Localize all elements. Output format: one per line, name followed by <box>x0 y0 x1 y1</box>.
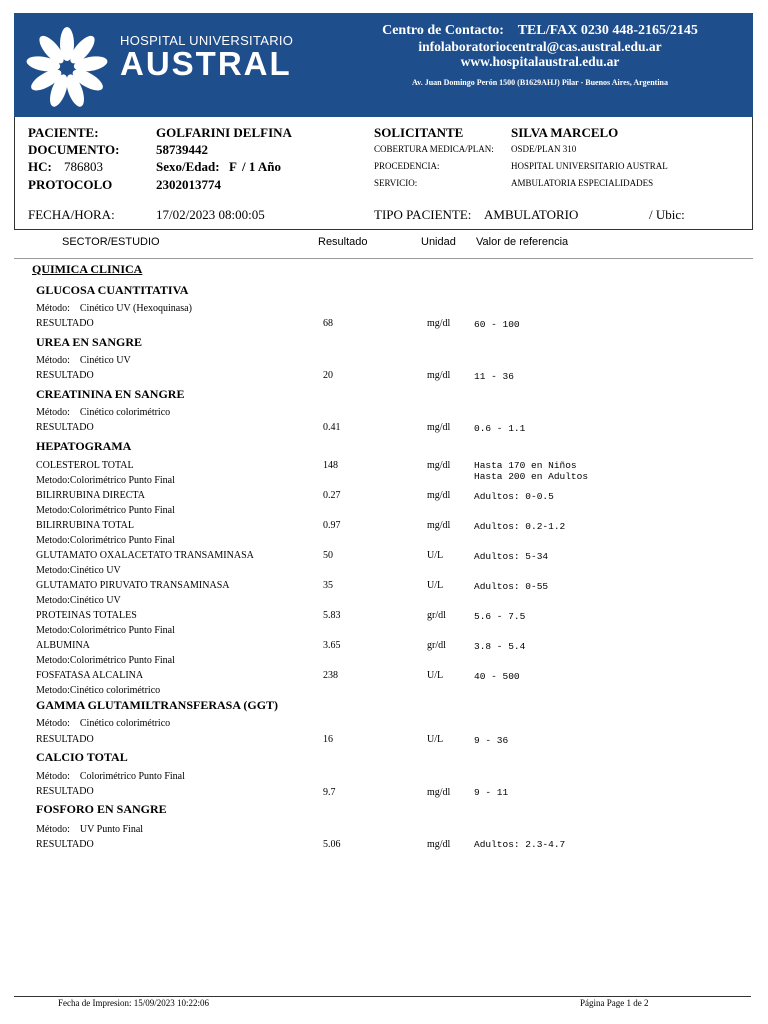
result-unit: gr/dl <box>427 640 446 651</box>
contact-label: Centro de Contacto: <box>382 23 504 38</box>
result-value: 0.41 <box>323 422 341 433</box>
cobertura-value: OSDE/PLAN 310 <box>511 144 577 154</box>
result-reference: 3.8 - 5.4 <box>474 641 526 652</box>
fecha-label: FECHA/HORA: <box>28 207 115 222</box>
edad-value: / 1 Año <box>242 159 282 174</box>
result-value: 35 <box>323 580 333 591</box>
paciente-label: PACIENTE: <box>28 125 99 140</box>
result-unit: U/L <box>427 550 444 561</box>
result-unit: mg/dl <box>427 839 451 850</box>
documento-value: 58739442 <box>156 142 208 157</box>
method-line <box>36 824 143 835</box>
procedencia-label: PROCEDENCIA: <box>374 161 440 171</box>
method-line <box>36 303 192 314</box>
tipo-paciente-label: TIPO PACIENTE: <box>374 207 472 222</box>
result-reference: Hasta 170 en Niños Hasta 200 en Adultos <box>474 460 589 482</box>
method-line <box>36 355 131 366</box>
result-reference: 40 - 500 <box>474 671 520 682</box>
result-label: RESULTADO <box>36 734 94 745</box>
test-title: CALCIO TOTAL <box>36 750 128 764</box>
result-reference: 9 - 11 <box>474 787 509 798</box>
ubic-label: / Ubic: <box>649 207 685 222</box>
contact-website: www.hospitalaustral.edu.ar <box>460 54 620 69</box>
method-line <box>36 771 185 782</box>
result-reference: Adultos: 0.2-1.2 <box>474 521 566 532</box>
result-reference: 0.6 - 1.1 <box>474 423 526 434</box>
col-header-resultado: Resultado <box>318 236 368 248</box>
procedencia-value: HOSPITAL UNIVERSITARIO AUSTRAL <box>511 161 668 171</box>
result-value: 3.65 <box>323 640 341 651</box>
sexo-value: F <box>229 159 237 174</box>
brand-line2: AUSTRAL <box>120 45 292 82</box>
method-line: Metodo:Colorimétrico Punto Final <box>36 475 175 486</box>
result-label: RESULTADO <box>36 370 94 381</box>
tipo-paciente-value: AMBULATORIO <box>484 207 579 222</box>
result-value: 50 <box>323 550 333 561</box>
protocolo-value: 2302013774 <box>156 177 221 192</box>
method-value: Cinético colorimétrico <box>79 718 171 729</box>
result-value: 16 <box>323 734 333 745</box>
result-reference: 5.6 - 7.5 <box>474 611 526 622</box>
analyte-name: COLESTEROL TOTAL <box>36 460 134 471</box>
result-value: 0.97 <box>323 520 341 531</box>
result-value: 5.06 <box>323 839 341 850</box>
result-value: 9.7 <box>323 787 336 798</box>
result-reference: 60 - 100 <box>474 319 520 330</box>
result-value: 20 <box>323 370 333 381</box>
result-label: RESULTADO <box>36 839 94 850</box>
method-line: Metodo:Colorimétrico Punto Final <box>36 655 175 666</box>
cobertura-label: COBERTURA MEDICA/PLAN: <box>374 144 494 154</box>
analyte-name: GLUTAMATO PIRUVATO TRANSAMINASA <box>36 580 230 591</box>
result-label: RESULTADO <box>36 422 94 433</box>
analyte-name: GLUTAMATO OXALACETATO TRANSAMINASA <box>36 550 254 561</box>
analyte-name: BILIRRUBINA DIRECTA <box>36 490 145 501</box>
documento-label: DOCUMENTO: <box>28 142 120 157</box>
method-label: Método: <box>36 771 70 782</box>
print-date: Fecha de Impresion: 15/09/2023 10:22:06 <box>58 998 209 1008</box>
result-value: 68 <box>323 318 333 329</box>
col-header-sector: SECTOR/ESTUDIO <box>62 236 160 248</box>
result-unit: mg/dl <box>427 422 451 433</box>
method-line: Metodo:Cinético UV <box>36 565 121 576</box>
protocolo-label: PROTOCOLO <box>28 177 113 192</box>
section-title: QUIMICA CLINICA <box>32 262 143 276</box>
method-value: Cinético UV (Hexoquinasa) <box>79 303 192 314</box>
result-label: RESULTADO <box>36 786 94 797</box>
result-unit: mg/dl <box>427 370 451 381</box>
brand-line1: HOSPITAL UNIVERSITARIO <box>120 33 294 48</box>
method-line: Metodo:Colorimétrico Punto Final <box>36 505 175 516</box>
method-line <box>36 718 170 729</box>
analyte-name: BILIRRUBINA TOTAL <box>36 520 134 531</box>
result-reference: Adultos: 0-0.5 <box>474 491 554 502</box>
test-title: FOSFORO EN SANGRE <box>36 802 167 816</box>
method-value: Colorimétrico Punto Final <box>79 771 185 782</box>
contact-phone: TEL/FAX 0230 448-2165/2145 <box>517 23 698 38</box>
method-line: Metodo:Colorimétrico Punto Final <box>36 535 175 546</box>
result-reference: Adultos: 0-55 <box>474 581 549 592</box>
analyte-name: FOSFATASA ALCALINA <box>36 670 144 681</box>
hc-label: HC: <box>28 159 52 174</box>
solicitante-label: SOLICITANTE <box>374 125 464 140</box>
method-label: Método: <box>36 824 70 835</box>
method-line: Metodo:Cinético colorimétrico <box>36 685 161 696</box>
contact-block <box>332 23 748 87</box>
result-unit: mg/dl <box>427 787 451 798</box>
hospital-logo-flower-icon <box>24 25 110 111</box>
result-unit: U/L <box>427 734 444 745</box>
result-unit: gr/dl <box>427 610 446 621</box>
result-value: 148 <box>323 460 338 471</box>
test-title: CREATININA EN SANGRE <box>36 387 185 401</box>
test-title: GAMMA GLUTAMILTRANSFERASA (GGT) <box>36 698 279 712</box>
method-value: Cinético UV <box>79 355 131 366</box>
page-number: Página Page 1 de 2 <box>580 998 649 1008</box>
fecha-value: 17/02/2023 08:00:05 <box>156 207 265 222</box>
solicitante-value: SILVA MARCELO <box>511 125 619 140</box>
result-unit: mg/dl <box>427 460 451 471</box>
footer-divider <box>14 996 751 997</box>
method-label: Método: <box>36 718 70 729</box>
result-value: 238 <box>323 670 338 681</box>
header-divider <box>14 258 753 259</box>
sexo-edad-label: Sexo/Edad: <box>156 159 220 174</box>
result-unit: U/L <box>427 580 444 591</box>
report-header <box>14 13 753 117</box>
servicio-value: AMBULATORIA ESPECIALIDADES <box>511 178 654 188</box>
analyte-name: PROTEINAS TOTALES <box>36 610 137 621</box>
result-reference: Adultos: 2.3-4.7 <box>474 839 566 850</box>
method-value: Cinético colorimétrico <box>79 407 171 418</box>
method-label: Método: <box>36 407 70 418</box>
test-title: UREA EN SANGRE <box>36 335 143 349</box>
col-header-unidad: Unidad <box>421 236 456 248</box>
result-unit: mg/dl <box>427 490 451 501</box>
contact-address: Av. Juan Domingo Perón 1500 (B1629AHJ) Pilar - Buenos Aires, Argentina <box>411 78 668 87</box>
method-line <box>36 407 170 418</box>
servicio-label: SERVICIO: <box>374 178 418 188</box>
test-title: HEPATOGRAMA <box>36 439 132 453</box>
result-value: 5.83 <box>323 610 341 621</box>
analyte-name: ALBUMINA <box>36 640 90 651</box>
result-unit: mg/dl <box>427 520 451 531</box>
paciente-value: GOLFARINI DELFINA <box>156 125 292 140</box>
test-title: GLUCOSA CUANTITATIVA <box>36 283 189 297</box>
result-reference: 9 - 36 <box>474 735 509 746</box>
method-line: Metodo:Colorimétrico Punto Final <box>36 625 175 636</box>
method-value: UV Punto Final <box>79 824 144 835</box>
method-label: Método: <box>36 303 70 314</box>
col-header-referencia: Valor de referencia <box>476 236 569 248</box>
result-unit: U/L <box>427 670 444 681</box>
result-label: RESULTADO <box>36 318 94 329</box>
hc-value: 786803 <box>64 159 103 174</box>
result-reference: 11 - 36 <box>474 371 514 382</box>
result-unit: mg/dl <box>427 318 451 329</box>
contact-email: infolaboratoriocentral@cas.austral.edu.ar <box>418 39 662 54</box>
method-label: Método: <box>36 355 70 366</box>
result-reference: Adultos: 5-34 <box>474 551 549 562</box>
result-value: 0.27 <box>323 490 341 501</box>
method-line: Metodo:Cinético UV <box>36 595 121 606</box>
